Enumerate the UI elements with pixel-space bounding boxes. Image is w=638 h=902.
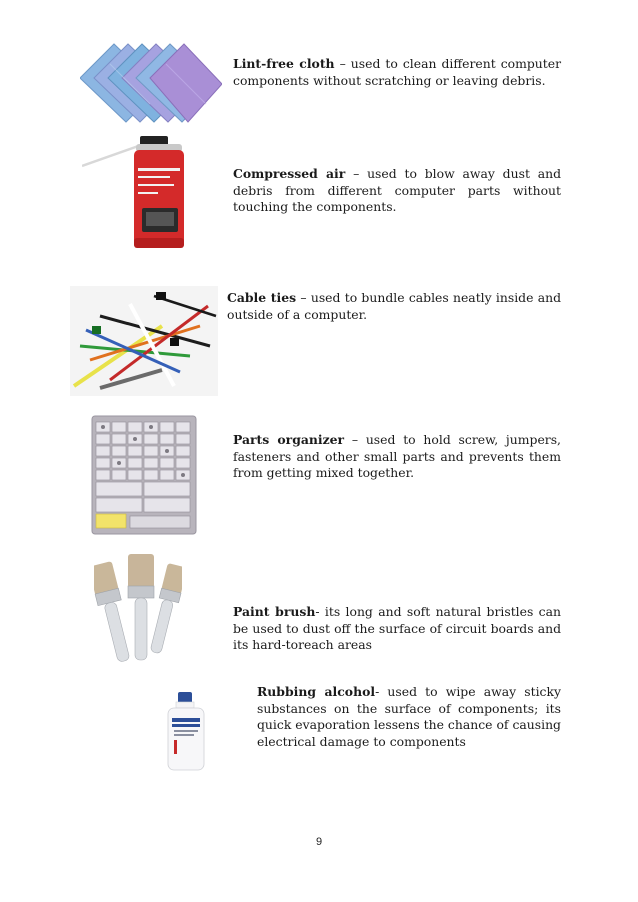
term-label: Lint-free cloth [233, 56, 335, 71]
term-label: Compressed air [233, 166, 346, 181]
paint-brushes-image [94, 552, 182, 670]
term-separator: – [296, 290, 311, 305]
term-separator: - [315, 604, 325, 619]
item-parts-organizer [233, 432, 561, 482]
term-separator: – [334, 56, 351, 71]
term-label: Cable ties [227, 290, 297, 305]
term-description: used to clean different computer components without scratching or leaving debris. [233, 56, 561, 88]
term-description: used to blow away dust and debris from different computer parts without touching the components. [233, 166, 562, 214]
item-rubbing-alcohol [257, 684, 561, 750]
item-paint-brush [233, 604, 561, 654]
term-description: its long and soft natural bristles can be used to dust off the surface of circuit boards and its hard-toreach areas [233, 604, 561, 652]
rubbing-alcohol-bottle-image [164, 690, 208, 772]
page-number: 9 [315, 836, 323, 848]
term-separator: – [345, 166, 368, 181]
item-compressed-air [233, 166, 561, 216]
item-lint-free-cloth [233, 56, 561, 89]
parts-organizer-image [88, 414, 200, 538]
term-label: Parts organizer [233, 432, 345, 447]
lint-free-cloth-image [80, 40, 222, 126]
item-cable-ties [227, 290, 561, 323]
term-label: Paint brush [233, 604, 316, 619]
term-description: used to wipe away sticky substances on the surface of components; its quick evaporation lessens the chance of causing electrical damage to components [257, 684, 561, 749]
cable-ties-image [70, 286, 218, 396]
compressed-air-can-image [82, 132, 192, 252]
term-description: used to bundle cables neatly inside and outside of a computer. [227, 290, 562, 322]
term-separator: – [344, 432, 366, 447]
term-description: used to hold screw, jumpers, fasteners and other small parts and prevents them from getting mixed together. [233, 432, 561, 480]
term-label: Rubbing alcohol [257, 684, 376, 699]
term-separator: - [375, 684, 388, 699]
